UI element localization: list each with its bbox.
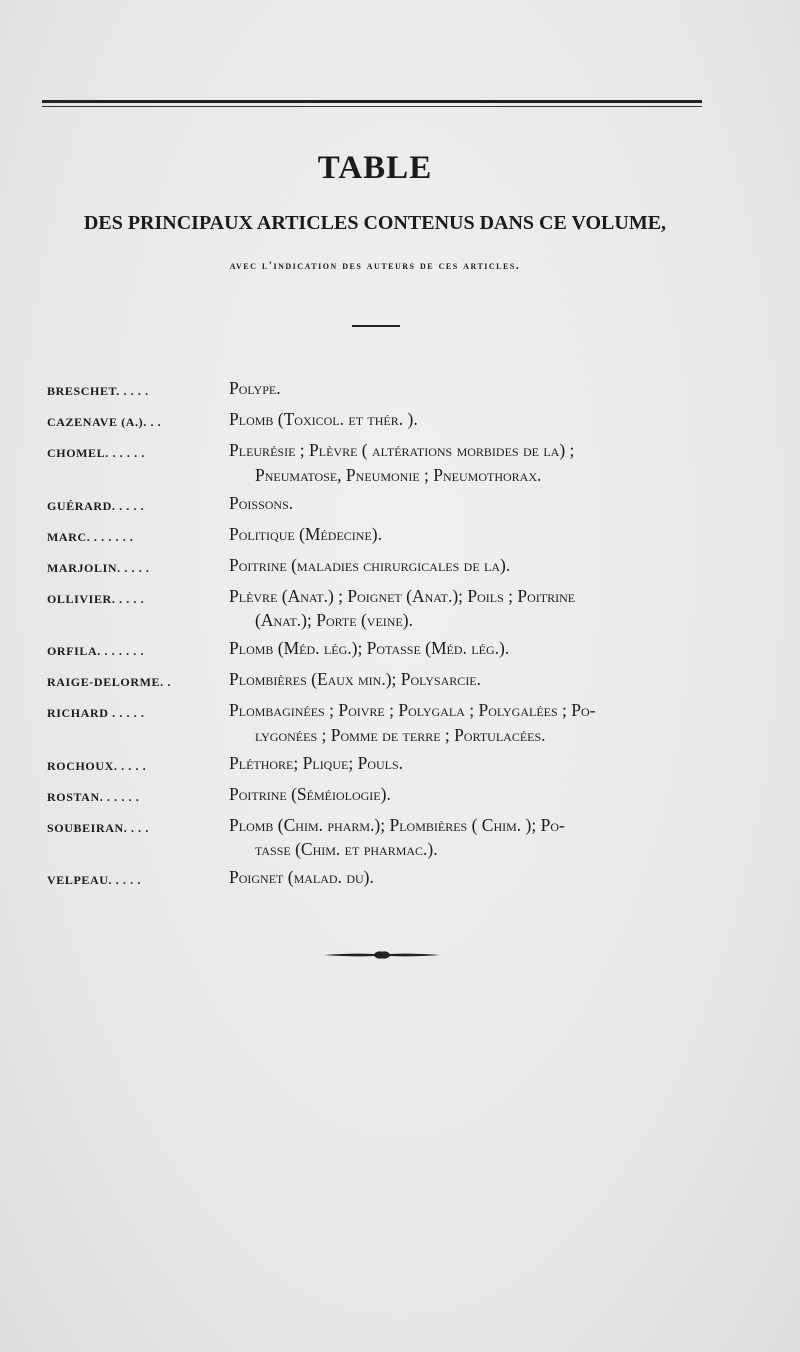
author-name: CAZENAVE (A.). . . [47,415,162,429]
list-item [47,376,717,404]
article-names: Politique (Médecine). [229,523,383,544]
list-item [47,667,717,695]
article-names: Plombières (Eaux min.); Polysarcie. [229,669,482,689]
article-names: Plèvre (Anat.) ; Poignet (Anat.); Poils ; Poitrine (Anat.); Porte (veine). [229,585,576,630]
page-title: TABLE [317,150,433,186]
list-item [47,782,717,810]
author-name: VELPEAU. . . . . [47,873,141,887]
separator-rule [352,325,400,327]
article-names: Plomb (Toxicol. et thér. ). [229,409,418,429]
author-name: ROSTAN. . . . . . [47,789,140,804]
list-item [47,522,717,550]
list-item [47,698,717,747]
article-names: Pléthore; Plique; Pouls. [229,752,404,773]
list-item [47,491,717,519]
article-names: Plomb (Chim. pharm.); Plombières ( Chim. ); Po- tasse (Chim. et pharmac.). [229,814,565,859]
page-subtitle-secondary: avec l'indication des auteurs de ces articles. [229,258,521,272]
author-name: RICHARD . . . . . [47,706,145,720]
author-name: MARC. . . . . . . [47,529,134,544]
fleuron-ornament-icon [322,948,442,962]
article-names: Poignet (malad. du). [229,867,374,887]
list-item [47,438,717,487]
author-name: ORFILA. . . . . . . [47,644,145,658]
list-item [47,407,717,435]
page-subtitle: DES PRINCIPAUX ARTICLES CONTENUS DANS CE VOLUME, [83,212,667,234]
list-item [47,636,717,664]
list-item [47,865,717,893]
list-item [47,553,717,581]
list-item [47,751,717,779]
article-names: Pleurésie ; Plèvre ( altérations morbides de la) ; Pneumatose, Pneumonie ; Pneumothorax. [229,440,575,485]
article-names: Plombaginées ; Poivre ; Polygala ; Polygalées ; Po- lygonées ; Pomme de terre ; Portulacées. [229,700,596,745]
author-name: GUÉRARD. . . . . [47,498,145,513]
author-name: CHOMEL. . . . . . [47,446,145,460]
article-names: Poitrine (maladies chirurgicales de la). [229,554,511,575]
header-rule-thin [42,106,702,107]
author-name: ROCHOUX. . . . . [47,758,147,773]
author-name: MARJOLIN. . . . . [47,560,150,575]
header-rule [42,100,702,103]
article-names: Polype. [229,378,281,398]
author-name: RAIGE-DELORME. . [47,675,171,689]
author-article-list [47,376,717,896]
author-name: SOUBEIRAN. . . . [47,820,149,835]
author-name: OLLIVIER. . . . . [47,591,145,606]
article-names: Plomb (Méd. lég.); Potasse (Méd. lég.). [229,638,510,658]
article-names: Poissons. [229,492,294,513]
list-item [47,584,717,633]
article-names: Poitrine (Séméiologie). [229,783,391,804]
author-name: BRESCHET. . . . . [47,384,149,398]
list-item [47,813,717,862]
